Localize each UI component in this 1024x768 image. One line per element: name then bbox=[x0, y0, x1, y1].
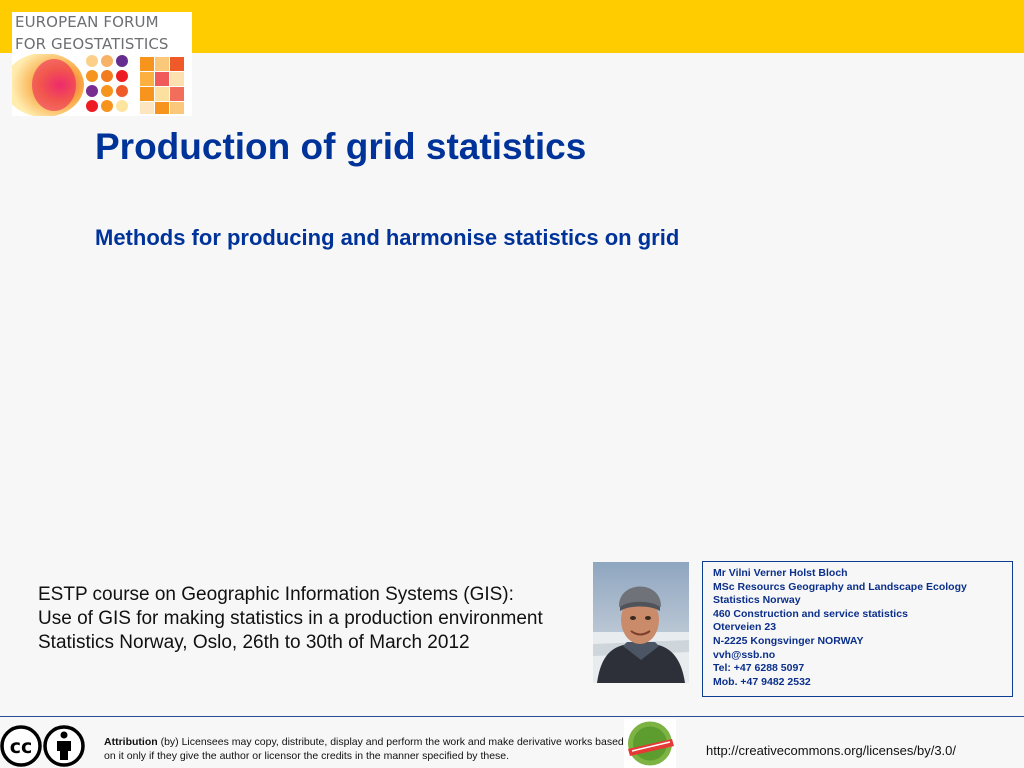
contact-city: N-2225 Kongsvinger NORWAY bbox=[713, 634, 864, 647]
attribution-icon bbox=[45, 727, 83, 765]
course-line: Statistics Norway, Oslo, 26th to 30th of March 2012 bbox=[38, 632, 470, 653]
approved-badge-icon bbox=[624, 719, 676, 768]
creative-commons-logo bbox=[0, 722, 90, 768]
license-url-link[interactable]: http://creativecommons.org/licenses/by/3.0/ bbox=[706, 743, 957, 758]
attribution-label: Attribution bbox=[104, 736, 158, 748]
european-forum-for-geostatistics-logo bbox=[12, 12, 192, 116]
contact-department: 460 Construction and service statistics bbox=[713, 607, 908, 620]
logo-text-line-1: EUROPEAN FORUM bbox=[15, 13, 159, 31]
logo-dot-grid-graphic bbox=[12, 54, 192, 116]
footer-divider bbox=[0, 716, 1024, 717]
approved-for-free-cultural-works-badge bbox=[624, 719, 676, 768]
attribution-text bbox=[104, 736, 624, 763]
attribution-body: (by) Licensees may copy, distribute, display and perform the work and make derivative works based on it only if they give the author or licensor the credits in the manner specified by these. bbox=[104, 736, 624, 762]
contact-email: vvh@ssb.no bbox=[713, 648, 776, 661]
slide-subtitle: Methods for producing and harmonise statistics on grid bbox=[95, 225, 680, 250]
contact-organisation: Statistics Norway bbox=[713, 594, 801, 607]
contact-name: Mr Vilni Verner Holst Bloch bbox=[713, 567, 848, 579]
course-description bbox=[38, 583, 543, 655]
course-line: Use of GIS for making statistics in a production environment bbox=[38, 608, 543, 629]
contact-info-box bbox=[702, 561, 1013, 697]
creative-commons-icon bbox=[2, 727, 40, 765]
logo-text-line-2: FOR GEOSTATISTICS bbox=[15, 35, 169, 53]
presenter-photo bbox=[593, 562, 689, 683]
presenter-photo-image bbox=[593, 562, 689, 683]
contact-degree: MSc Resourcs Geography and Landscape Ecology bbox=[713, 580, 967, 593]
course-line: ESTP course on Geographic Information Systems (GIS): bbox=[38, 584, 514, 605]
contact-phone: Tel: +47 6288 5097 bbox=[713, 662, 805, 675]
contact-mobile: Mob. +47 9482 2532 bbox=[713, 675, 811, 688]
svg-text:cc: cc bbox=[9, 736, 33, 758]
slide-title: Production of grid statistics bbox=[95, 126, 587, 167]
contact-street: Oterveien 23 bbox=[713, 621, 777, 634]
